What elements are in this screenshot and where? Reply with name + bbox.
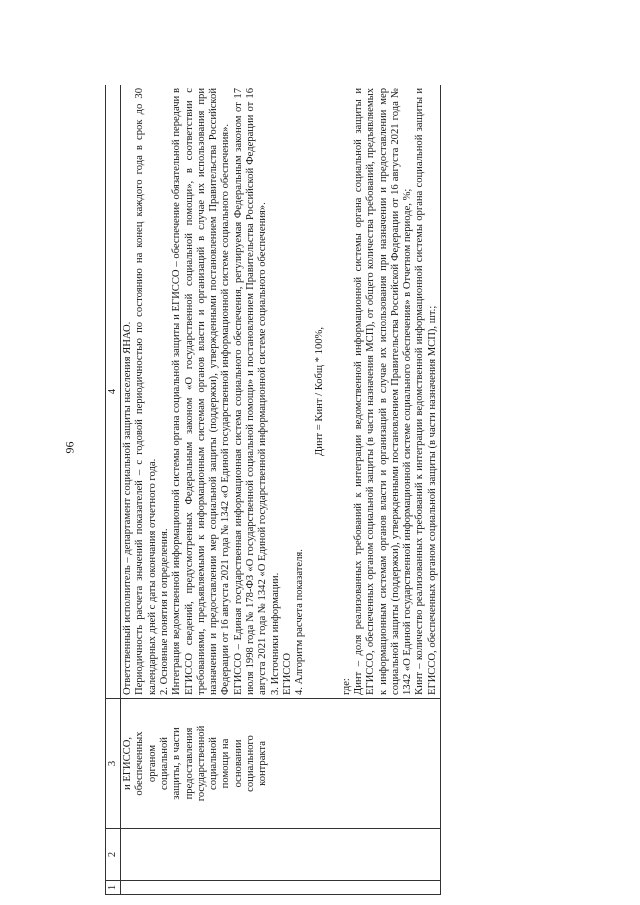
section-heading: 4. Алгоритм расчета показателя. [294,549,306,695]
indicator-table [105,85,441,895]
col3-line: социального [244,735,256,792]
col3-line: государственной [195,725,207,802]
landscape-content [105,85,535,895]
header-col-4: 4 [106,85,121,699]
responsible-executor: Ответственный исполнитель – департамент социальной защиты населения ЯНАО. [122,321,134,695]
col3-line: социальной [208,737,220,790]
cell-col-3 [121,699,441,829]
col3-line: защиты, в части [171,727,183,800]
where-label: где: [340,678,352,695]
information-source: ЕГИССО [281,652,293,695]
col3-line: социальной [159,737,171,790]
definition-integration: Интеграция ведомственной информационной системы органа социальной защиты и ЕГИССО – обеспечение обязательной передачи в ЕГИССО сведений, предусмотренных Федеральным законом «О государственной социальной помощи», в соответствии с требованиями, предъявляемыми к информационным системам органов власти и организаций в случае их использования при назначении и предоставлении мер социальной защиты (поддержки), утвержденными постановлением Правительства Российской Федерации от 16 августа 2021 года № 1342 «О Единой государственной информационной системе социального обеспечения». [171,88,232,695]
calculation-periodicity: Периодичность расчета значений показателей – с годовой периодичностью по состоянию на конец каждого года в срок до 30 календарных дней с даты окончания отчетного года. [134,88,158,695]
table-header-row [106,85,121,895]
col3-line: предоставления [183,727,195,800]
header-col-1: 1 [106,881,121,895]
rotated-page-content [105,85,535,895]
definition-egisso: ЕГИССО – Единая государственная информационная система социального обеспечения, регулируемая Федеральным законом от 17 июля 1998 года № 178-ФЗ «О государственной социальной помощи» и постановлением Правительства Российской Федерации от 16 августа 2021 года № 1342 «О Единой государственной информационной системе социального обеспечения». [232,88,269,695]
cell-col-1 [121,881,441,895]
cell-col-4 [121,85,441,699]
page-number: 96 [62,441,77,454]
header-col-2: 2 [106,829,121,881]
col3-line: органом [146,744,158,783]
col3-line: и ЕГИССО, [122,737,134,790]
cell-col-2 [121,829,441,881]
col3-line: контракта [257,741,269,786]
col3-line: обеспеченных [134,731,146,796]
col3-line: основании [232,739,244,788]
variable-dint-definition: Динт – доля реализованных требований к интеграции ведомственной информационной системы органа социальной защиты и ЕГИССО, обеспеченных органом социальной защиты (в части назначения МСП), от общего количества требований, предъявляемых к информационным системам органов власти и организаций в случае их использования при назначении и предоставлении мер социальной защиты (поддержки), утвержденными постановлением Правительства Российской Федерации от 16 августа 2021 года № 1342 «О Единой государственной информационной системе социального обеспечения» в Отчетном периоде, %; [352,88,414,695]
col3-line: помощи на [220,738,232,789]
calculation-formula: Динт = Кинт / Кобщ * 100%, [314,326,326,457]
section-heading: 3. Источники информации. [269,572,281,695]
variable-kint-definition: Кинт – количество реализованных требований к интеграции ведомственной информационной системы органа социальной защиты и ЕГИССО, обеспеченных органом социальной защиты (в части назначения МСП), шт.; [414,88,438,695]
header-col-3: 3 [106,699,121,829]
section-heading: 2. Основные понятия и определения. [159,528,171,695]
table-row [121,85,441,895]
